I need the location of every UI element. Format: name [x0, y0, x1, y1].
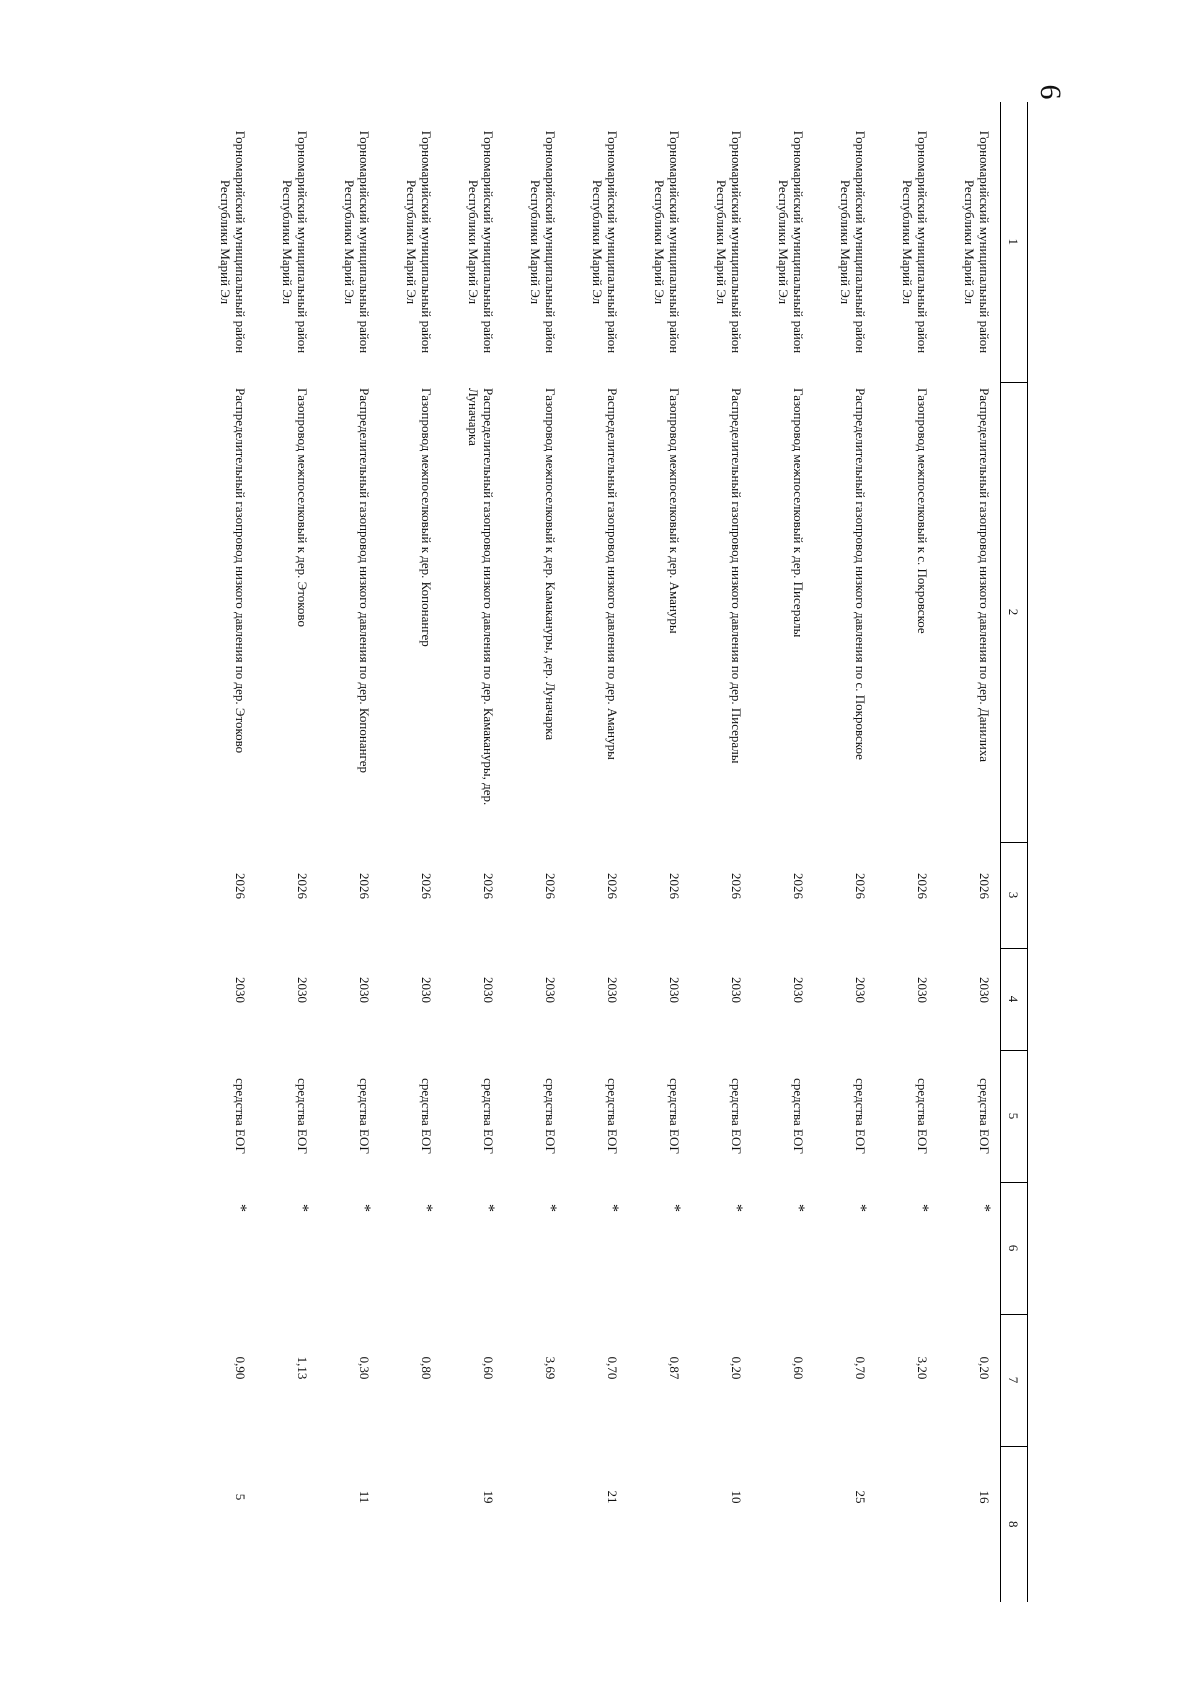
mark-cell: * — [604, 1204, 622, 1212]
column-header-1: 1 — [1001, 102, 1028, 382]
object-name-cell: Распределительный газопровод низкого давления по дер. Писералы — [729, 388, 745, 764]
mark-cell: * — [976, 1204, 993, 1212]
start-year-cell: 2026 — [853, 873, 869, 899]
object-name-cell: Распределительный газопровод низкого давления по дер. Копонангер — [357, 388, 373, 773]
length-cell: 0,70 — [605, 1356, 621, 1380]
end-year-cell: 2030 — [295, 977, 311, 1003]
length-cell: 3,20 — [915, 1356, 931, 1380]
length-cell: 3,69 — [543, 1356, 559, 1380]
object-name-cell: Газопровод межпоселковый к с. Покровское — [915, 388, 931, 634]
table-row — [195, 102, 257, 1602]
rotated-table-container — [198, 102, 1028, 1602]
length-cell: 0,20 — [729, 1356, 745, 1380]
length-cell: 0,60 — [481, 1356, 497, 1380]
district-cell: Горномарийский муниципальный район Республики Марий Эл — [218, 130, 249, 354]
end-year-cell: 2030 — [357, 977, 373, 1003]
gas-pipeline-table — [195, 102, 1029, 1602]
funding-source-cell: средства ЕОГ — [481, 1078, 497, 1154]
end-year-cell: 2030 — [481, 977, 497, 1003]
count-cell: 16 — [977, 1490, 992, 1504]
object-name-cell: Газопровод межпоселковый к дер. Этоково — [295, 388, 311, 627]
start-year-cell: 2026 — [481, 873, 497, 899]
length-cell: 1,13 — [295, 1356, 311, 1380]
start-year-cell: 2026 — [419, 873, 435, 899]
funding-source-cell: средства ЕОГ — [729, 1078, 745, 1154]
length-cell: 0,90 — [233, 1356, 249, 1380]
start-year-cell: 2026 — [357, 873, 373, 899]
district-cell: Горномарийский муниципальный район Республики Марий Эл — [776, 130, 807, 354]
mark-cell: * — [232, 1204, 250, 1212]
start-year-cell: 2026 — [667, 873, 683, 899]
count-cell — [877, 1446, 939, 1602]
district-cell: Горномарийский муниципальный район Республики Марий Эл — [714, 130, 745, 354]
mark-cell: * — [728, 1204, 746, 1212]
mark-cell: * — [356, 1204, 374, 1212]
funding-source-cell: средства ЕОГ — [543, 1078, 559, 1154]
count-cell: 10 — [729, 1490, 745, 1504]
mark-cell: * — [480, 1204, 498, 1212]
column-header-8: 8 — [1001, 1446, 1028, 1602]
mark-cell: * — [914, 1204, 932, 1212]
count-cell — [505, 1446, 567, 1602]
funding-source-cell: средства ЕОГ — [233, 1078, 249, 1154]
count-cell: 19 — [481, 1490, 497, 1504]
count-cell: 5 — [233, 1493, 249, 1501]
object-name-cell: Распределительный газопровод низкого давления по дер. Камакануры, дер. Луначарка — [466, 388, 497, 806]
header-row — [1001, 102, 1028, 1602]
object-name-cell: Газопровод межпоселковый к дер. Писералы — [791, 388, 807, 638]
object-name-cell: Газопровод межпоселковый к дер. Амануры — [667, 388, 683, 634]
funding-source-cell: средства ЕОГ — [295, 1078, 311, 1154]
page-number: 6 — [1034, 84, 1067, 100]
length-cell: 0,20 — [977, 1356, 992, 1380]
table-row — [505, 102, 567, 1602]
district-cell: Горномарийский муниципальный район Республики Марий Эл — [280, 130, 311, 354]
table-row — [629, 102, 691, 1602]
count-cell: 25 — [853, 1490, 869, 1504]
table-body — [195, 102, 1001, 1602]
end-year-cell: 2030 — [605, 977, 621, 1003]
district-cell: Горномарийский муниципальный район Республики Марий Эл — [590, 130, 621, 354]
column-header-7: 7 — [1001, 1314, 1028, 1446]
funding-source-cell: средства ЕОГ — [667, 1078, 683, 1154]
start-year-cell: 2026 — [729, 873, 745, 899]
length-cell: 0,70 — [853, 1356, 869, 1380]
table-row — [939, 102, 1001, 1602]
mark-cell: * — [542, 1204, 560, 1212]
mark-cell: * — [790, 1204, 808, 1212]
table-row — [691, 102, 753, 1602]
mark-cell: * — [294, 1204, 312, 1212]
table-row — [257, 102, 319, 1602]
district-cell: Горномарийский муниципальный район Республики Марий Эл — [342, 130, 373, 354]
start-year-cell: 2026 — [977, 873, 992, 899]
end-year-cell: 2030 — [853, 977, 869, 1003]
object-name-cell: Газопровод межпоселковый к дер. Копонангер — [419, 388, 435, 647]
end-year-cell: 2030 — [233, 977, 249, 1003]
length-cell: 0,30 — [357, 1356, 373, 1380]
object-name-cell: Распределительный газопровод низкого давления по дер. Данилиха — [977, 388, 992, 762]
object-name-cell: Распределительный газопровод низкого давления по дер. Этоково — [233, 388, 249, 754]
count-cell: 11 — [357, 1490, 373, 1504]
column-header-2: 2 — [1001, 382, 1028, 842]
table-row — [877, 102, 939, 1602]
count-cell — [381, 1446, 443, 1602]
district-cell: Горномарийский муниципальный район Республики Марий Эл — [962, 130, 992, 354]
table-row — [567, 102, 629, 1602]
district-cell: Горномарийский муниципальный район Республики Марий Эл — [652, 130, 683, 354]
table-row — [381, 102, 443, 1602]
district-cell: Горномарийский муниципальный район Республики Марий Эл — [404, 130, 435, 354]
object-name-cell: Газопровод межпоселковый к дер. Камакануры, дер. Луначарка — [543, 388, 559, 741]
table-row — [319, 102, 381, 1602]
end-year-cell: 2030 — [977, 977, 992, 1003]
funding-source-cell: средства ЕОГ — [605, 1078, 621, 1154]
start-year-cell: 2026 — [233, 873, 249, 899]
district-cell: Горномарийский муниципальный район Республики Марий Эл — [900, 130, 931, 354]
length-cell: 0,80 — [419, 1356, 435, 1380]
length-cell: 0,60 — [791, 1356, 807, 1380]
funding-source-cell: средства ЕОГ — [853, 1078, 869, 1154]
funding-source-cell: средства ЕОГ — [357, 1078, 373, 1154]
district-cell: Горномарийский муниципальный район Республики Марий Эл — [466, 130, 497, 354]
funding-source-cell: средства ЕОГ — [915, 1078, 931, 1154]
end-year-cell: 2030 — [543, 977, 559, 1003]
district-cell: Горномарийский муниципальный район Республики Марий Эл — [528, 130, 559, 354]
funding-source-cell: средства ЕОГ — [791, 1078, 807, 1154]
mark-cell: * — [666, 1204, 684, 1212]
count-cell: 21 — [605, 1490, 621, 1504]
district-cell: Горномарийский муниципальный район Республики Марий Эл — [838, 130, 869, 354]
funding-source-cell: средства ЕОГ — [977, 1078, 992, 1154]
start-year-cell: 2026 — [915, 873, 931, 899]
start-year-cell: 2026 — [791, 873, 807, 899]
count-cell — [753, 1446, 815, 1602]
mark-cell: * — [418, 1204, 436, 1212]
count-cell — [257, 1446, 319, 1602]
table-row — [753, 102, 815, 1602]
column-header-6: 6 — [1001, 1182, 1028, 1314]
end-year-cell: 2030 — [419, 977, 435, 1003]
end-year-cell: 2030 — [791, 977, 807, 1003]
table-row — [443, 102, 505, 1602]
mark-cell: * — [852, 1204, 870, 1212]
funding-source-cell: средства ЕОГ — [419, 1078, 435, 1154]
table-row — [815, 102, 877, 1602]
end-year-cell: 2030 — [915, 977, 931, 1003]
object-name-cell: Распределительный газопровод низкого давления по с. Покровское — [853, 388, 869, 760]
length-cell: 0,87 — [667, 1356, 683, 1380]
column-header-4: 4 — [1001, 948, 1028, 1050]
column-header-5: 5 — [1001, 1050, 1028, 1182]
count-cell — [629, 1446, 691, 1602]
start-year-cell: 2026 — [295, 873, 311, 899]
start-year-cell: 2026 — [605, 873, 621, 899]
object-name-cell: Распределительный газопровод низкого давления по дер. Амануры — [605, 388, 621, 760]
end-year-cell: 2030 — [729, 977, 745, 1003]
end-year-cell: 2030 — [667, 977, 683, 1003]
column-header-3: 3 — [1001, 842, 1028, 948]
start-year-cell: 2026 — [543, 873, 559, 899]
